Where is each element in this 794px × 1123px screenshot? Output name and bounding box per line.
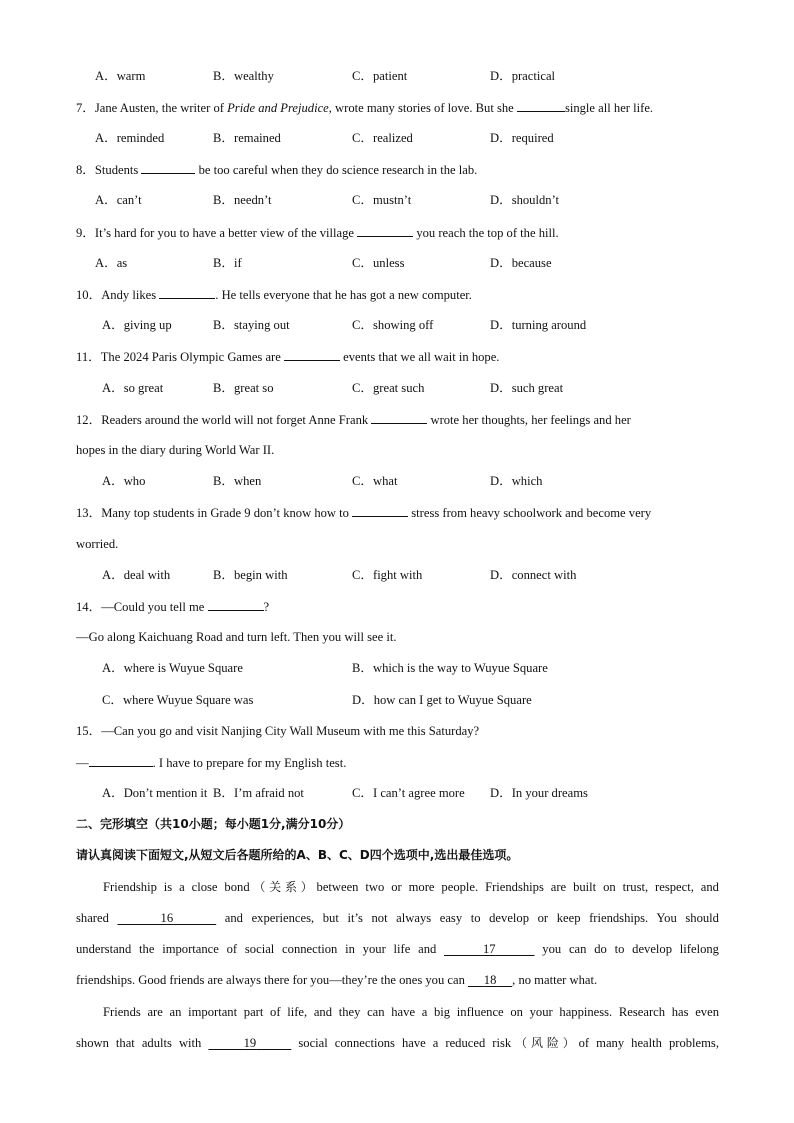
q13-stem: 13．Many top students in Grade 9 don’t know how to stress from heavy schoolwork and become very	[76, 503, 734, 522]
q11-option-c[interactable]: C．great such	[352, 381, 425, 395]
q6-option-a[interactable]: A．warm	[95, 69, 146, 83]
q12-stem-line2: hopes in the diary during World War II.	[76, 443, 275, 457]
q12-stem: 12．Readers around the world will not forget Anne Frank wrote her thoughts, her feelings and her	[76, 410, 734, 429]
q10-blank[interactable]	[159, 285, 215, 299]
q13-option-a[interactable]: A．deal with	[102, 568, 171, 582]
q8-stem: 8．Students be too careful when they do science research in the lab.	[76, 160, 734, 179]
passage-p1-line4: friendships. Good friends are always there for you—they’re the ones you can 18 , no matter what.	[76, 973, 598, 987]
q14-answer-line: —Go along Kaichuang Road and turn left. Then you will see it.	[76, 630, 397, 644]
q6-option-c[interactable]: C．patient	[352, 69, 408, 83]
q8-option-b[interactable]: B．needn’t	[213, 193, 272, 207]
q7-option-b[interactable]: B．remained	[213, 131, 281, 145]
q10-options	[102, 316, 754, 334]
q11-stem: 11．The 2024 Paris Olympic Games are events that we all wait in hope.	[76, 347, 734, 366]
q9-options	[95, 254, 754, 272]
q7-options	[95, 129, 754, 147]
q9-option-d[interactable]: D．because	[490, 256, 552, 270]
q10-stem: 10．Andy likes . He tells everyone that he has got a new computer.	[76, 285, 734, 304]
q8-options	[95, 191, 754, 209]
q12-blank[interactable]	[371, 410, 427, 424]
q7-blank[interactable]	[517, 98, 565, 112]
cloze-blank-19[interactable]: 19	[243, 1036, 257, 1050]
q15-answer-line: — . I have to prepare for my English test.	[76, 753, 734, 772]
q6-options	[95, 67, 754, 85]
q15-options	[102, 784, 754, 802]
q10-option-b[interactable]: B．staying out	[213, 318, 290, 332]
q8-blank[interactable]	[141, 160, 195, 174]
passage-p1-line2: shared 16 and experiences, but it’s not always easy to develop or keep friendships. You should	[76, 911, 719, 925]
q13-blank[interactable]	[352, 503, 408, 517]
q14-option-d[interactable]: D．how can I get to Wuyue Square	[352, 693, 532, 707]
q7-option-a[interactable]: A．reminded	[95, 131, 165, 145]
q9-option-c[interactable]: C．unless	[352, 256, 405, 270]
q12-option-c[interactable]: C．what	[352, 474, 398, 488]
q13-option-d[interactable]: D．connect with	[490, 568, 577, 582]
q8-option-c[interactable]: C．mustn’t	[352, 193, 412, 207]
q11-option-a[interactable]: A．so great	[102, 381, 164, 395]
q11-option-b[interactable]: B．great so	[213, 381, 274, 395]
q6-option-d[interactable]: D．practical	[490, 69, 556, 83]
book-title: Pride and Prejudice	[227, 101, 329, 115]
q8-option-d[interactable]: D．shouldn’t	[490, 193, 560, 207]
q14-stem: 14．—Could you tell me ?	[76, 597, 734, 616]
q15-option-b[interactable]: B．I’m afraid not	[213, 786, 304, 800]
q9-stem: 9．It’s hard for you to have a better view of the village you reach the top of the hill.	[76, 223, 734, 242]
q15-option-c[interactable]: C．I can’t agree more	[352, 786, 465, 800]
q15-stem: 15．—Can you go and visit Nanjing City Wall Museum with me this Saturday?	[76, 724, 480, 738]
q13-option-c[interactable]: C．fight with	[352, 568, 423, 582]
q10-option-d[interactable]: D．turning around	[490, 318, 587, 332]
passage-p1-line1: Friendship is a close bond（关系）between two or more people. Friendships are built on trust, respect, and	[103, 880, 719, 894]
q14-option-b[interactable]: B．which is the way to Wuyue Square	[352, 661, 548, 675]
passage-p2-line2: shown that adults with 19 social connections have a reduced risk（风险）of many health problems,	[76, 1036, 719, 1050]
q9-blank[interactable]	[357, 223, 413, 237]
passage-p1-line3: understand the importance of social connection in your life and 17 you can do to develop lifelong	[76, 942, 719, 956]
q13-options	[102, 566, 754, 584]
q10-option-a[interactable]: A．giving up	[102, 318, 172, 332]
q8-option-a[interactable]: A．can’t	[95, 193, 142, 207]
q9-option-b[interactable]: B．if	[213, 256, 242, 270]
q15-option-a[interactable]: A．Don’t mention it	[102, 786, 208, 800]
q12-option-a[interactable]: A．who	[102, 474, 146, 488]
q15-blank[interactable]	[89, 753, 153, 767]
cloze-blank-16[interactable]: 16	[160, 911, 174, 925]
cloze-blank-18[interactable]: 18	[483, 973, 497, 987]
q9-option-a[interactable]: A．as	[95, 256, 128, 270]
q13-stem-line2: worried.	[76, 537, 119, 551]
q14-options-row2	[102, 691, 754, 709]
q11-blank[interactable]	[284, 347, 340, 361]
q14-blank[interactable]	[208, 597, 264, 611]
q11-options	[102, 379, 754, 397]
cloze-blank-17[interactable]: 17	[482, 942, 496, 956]
q14-option-a[interactable]: A．where is Wuyue Square	[102, 661, 243, 675]
q7-option-c[interactable]: C．realized	[352, 131, 413, 145]
q12-option-b[interactable]: B．when	[213, 474, 262, 488]
q10-option-c[interactable]: C．showing off	[352, 318, 434, 332]
section-instruction: 请认真阅读下面短文,从短文后各题所给的A、B、C、D四个选项中,选出最佳选项。	[76, 848, 519, 862]
q7-stem: 7．Jane Austen, the writer of Pride and Prejudice, wrote many stories of love. But she single all her life.	[76, 98, 734, 117]
q14-option-c[interactable]: C．where Wuyue Square was	[102, 693, 254, 707]
section-heading: 二、完形填空（共10小题；每小题1分,满分10分）	[76, 817, 351, 831]
q14-options-row1	[102, 659, 754, 677]
q12-option-d[interactable]: D．which	[490, 474, 543, 488]
q13-option-b[interactable]: B．begin with	[213, 568, 288, 582]
q11-option-d[interactable]: D．such great	[490, 381, 564, 395]
q12-options	[102, 472, 754, 490]
q6-option-b[interactable]: B．wealthy	[213, 69, 274, 83]
passage-p2-line1: Friends are an important part of life, and they can have a big influence on your happiness. Research has even	[103, 1005, 719, 1019]
q15-option-d[interactable]: D．In your dreams	[490, 786, 588, 800]
q7-option-d[interactable]: D．required	[490, 131, 554, 145]
